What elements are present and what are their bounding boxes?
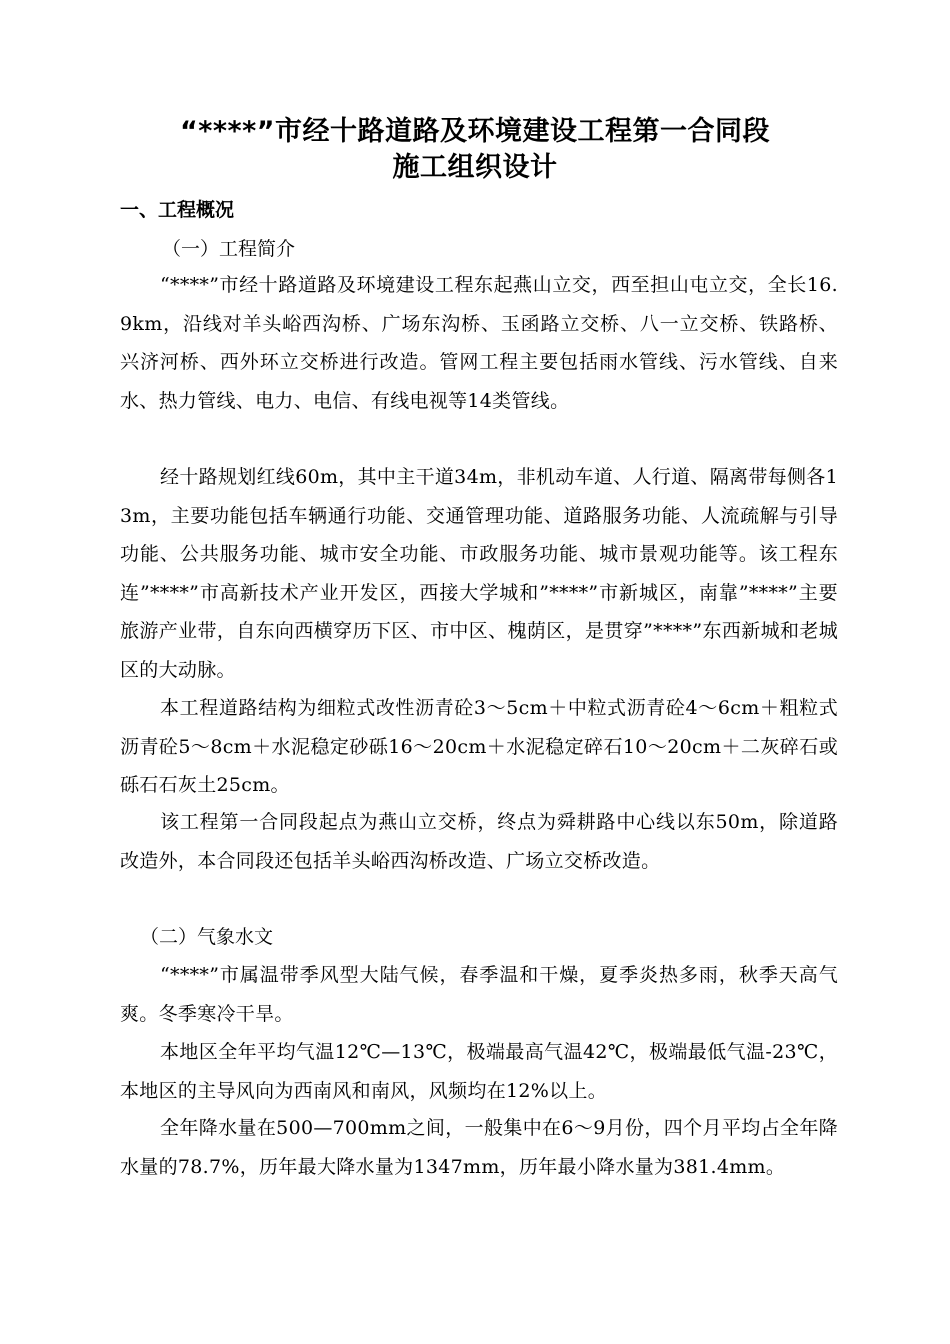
paragraph-intro-3: 本工程道路结构为细粒式改性沥青砼3～5cm＋中粒式沥青砼4～6cm＋粗粒式沥青砼5～8cm＋水泥稳定砂砾16～20cm＋水泥稳定碎石10～20cm＋二灰碎石或砾石石灰土25cm。 — [120, 697, 838, 796]
paragraph-climate-1: “****”市属温带季风型大陆气候，春季温和干燥，夏季炎热多雨，秋季天高气爽。冬季寒冷干旱。 — [120, 964, 838, 1025]
document-title-line1: “****”市经十路道路及环境建设工程第一合同段 — [180, 116, 770, 147]
paragraph-intro-2: 经十路规划红线60m，其中主干道34m，非机动车道、人行道、隔离带每侧各13m，主要功能包括车辆通行功能、交通管理功能、道路服务功能、人流疏解与引导功能、公共服务功能、城市安全功能、市政服务功能、城市景观功能等。该工程东连”****”市高新技术产业开发区，西接大学城和”****”市新城区，南靠”****”主要旅游产业带，自东向西横穿历下区、市中区、槐荫区，是贯穿”****”东西新城和老城区的大动脉。 — [120, 466, 838, 681]
paragraph-intro-4: 该工程第一合同段起点为燕山立交桥，终点为舜耕路中心线以东50m，除道路改造外，本合同段还包括羊头峪西沟桥改造、广场立交桥改造。 — [120, 811, 838, 872]
paragraph-climate-3: 全年降水量在500—700mm之间，一般集中在6～9月份，四个月平均占全年降水量的78.7%，历年最大降水量为1347mm，历年最小降水量为381.4mm。 — [120, 1117, 838, 1178]
paragraph-intro-1: “****”市经十路道路及环境建设工程东起燕山立交，西至担山屯立交，全长16.9km，沿线对羊头峪西沟桥、广场东沟桥、玉函路立交桥、八一立交桥、铁路桥、兴济河桥、西外环立交桥进行改造。管网工程主要包括雨水管线、污水管线、自来水、热力管线、电力、电信、有线电视等14类管线。 — [120, 274, 838, 412]
paragraph-climate-2: 本地区全年平均气温12℃—13℃，极端最高气温42℃，极端最低气温-23℃，本地区的主导风向为西南风和南风，风频均在12%以上。 — [120, 1041, 838, 1102]
subsection-heading-climate: （二）气象水文 — [140, 926, 274, 948]
subsection-heading-intro: （一）工程简介 — [162, 238, 296, 260]
document-title-line2: 施工组织设计 — [392, 152, 558, 183]
section-heading-overview: 一、工程概况 — [120, 199, 235, 221]
